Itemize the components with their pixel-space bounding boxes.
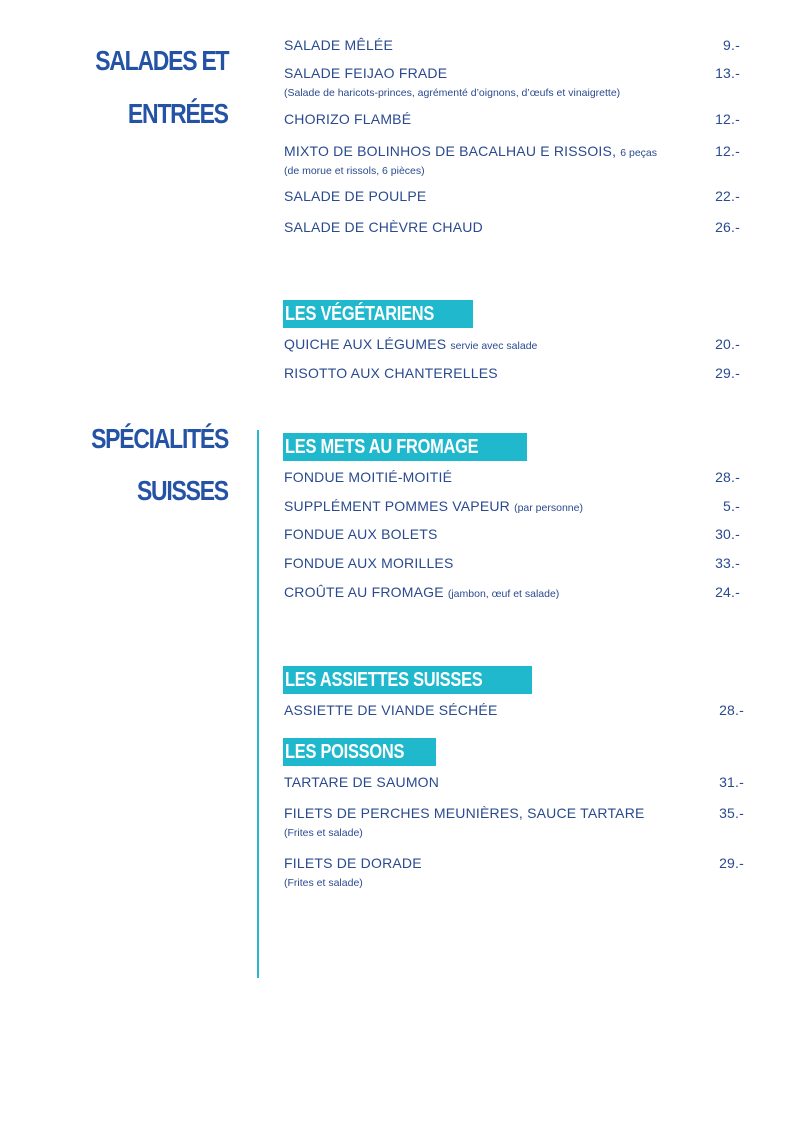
item-description: (Frites et salade) bbox=[284, 827, 363, 839]
item-price: 28.- bbox=[719, 702, 744, 718]
item-name: FONDUE AUX MORILLES bbox=[284, 555, 454, 571]
item-price: 22.- bbox=[715, 188, 740, 204]
item-name: MIXTO DE BOLINHOS DE BACALHAU E RISSOIS, 6 peças bbox=[284, 143, 658, 159]
item-price: 30.- bbox=[715, 526, 740, 542]
item-price: 28.- bbox=[715, 469, 740, 485]
item-price: 13.- bbox=[715, 65, 740, 81]
item-price: 35.- bbox=[719, 805, 744, 821]
item-name: CHORIZO FLAMBÉ bbox=[284, 111, 412, 127]
header-fromage: LES METS AU FROMAGE bbox=[283, 433, 527, 461]
item-price: 33.- bbox=[715, 555, 740, 571]
item-name: SALADE DE POULPE bbox=[284, 188, 427, 204]
header-vegetariens: LES VÉGÉTARIENS bbox=[283, 300, 473, 328]
item-price: 26.- bbox=[715, 219, 740, 235]
item-note: (jambon, œuf et salade) bbox=[447, 588, 560, 600]
item-name: SUPPLÉMENT POMMES VAPEUR (par personne) bbox=[284, 498, 583, 514]
item-note: 6 peças bbox=[620, 147, 658, 159]
item-name: SALADE MÊLÉE bbox=[284, 37, 393, 53]
item-name: CROÛTE AU FROMAGE (jambon, œuf et salade) bbox=[284, 584, 560, 600]
item-name: ASSIETTE DE VIANDE SÉCHÉE bbox=[284, 702, 498, 718]
item-note: (par personne) bbox=[514, 502, 583, 514]
item-name: SALADE DE CHÈVRE CHAUD bbox=[284, 219, 483, 235]
divider-line bbox=[257, 430, 259, 978]
item-name: SALADE FEIJAO FRADE bbox=[284, 65, 448, 81]
item-price: 9.- bbox=[723, 37, 740, 53]
item-price: 5.- bbox=[723, 498, 740, 514]
header-poissons: LES POISSONS bbox=[283, 738, 436, 766]
item-description: (de morue et rissols, 6 pièces) bbox=[284, 165, 425, 177]
item-name: QUICHE AUX LÉGUMES servie avec salade bbox=[284, 336, 538, 352]
section-title-entrees: ENTRÉES bbox=[128, 98, 228, 129]
item-price: 31.- bbox=[719, 774, 744, 790]
item-note: servie avec salade bbox=[450, 340, 538, 352]
section-title-salades: SALADES ET bbox=[94, 45, 228, 76]
section-title-specialites: SPÉCIALITÉS bbox=[90, 423, 228, 454]
item-name: FONDUE AUX BOLETS bbox=[284, 526, 438, 542]
item-description: (Frites et salade) bbox=[284, 877, 363, 889]
item-description: (Salade de haricots-princes, agrémenté d’oignons, d’œufs et vinaigrette) bbox=[284, 87, 621, 99]
item-price: 29.- bbox=[719, 855, 744, 871]
item-name: RISOTTO AUX CHANTERELLES bbox=[284, 365, 498, 381]
item-name: TARTARE DE SAUMON bbox=[284, 774, 440, 790]
item-name: FILETS DE PERCHES MEUNIÈRES, SAUCE TARTARE bbox=[284, 805, 645, 821]
item-price: 12.- bbox=[715, 143, 740, 159]
item-price: 20.- bbox=[715, 336, 740, 352]
item-price: 24.- bbox=[715, 584, 740, 600]
item-price: 12.- bbox=[715, 111, 740, 127]
item-name: FILETS DE DORADE bbox=[284, 855, 422, 871]
section-title-suisses: SUISSES bbox=[137, 475, 228, 506]
item-name: FONDUE MOITIÉ-MOITIÉ bbox=[284, 469, 453, 485]
header-assiettes: LES ASSIETTES SUISSES bbox=[283, 666, 532, 694]
item-price: 29.- bbox=[715, 365, 740, 381]
